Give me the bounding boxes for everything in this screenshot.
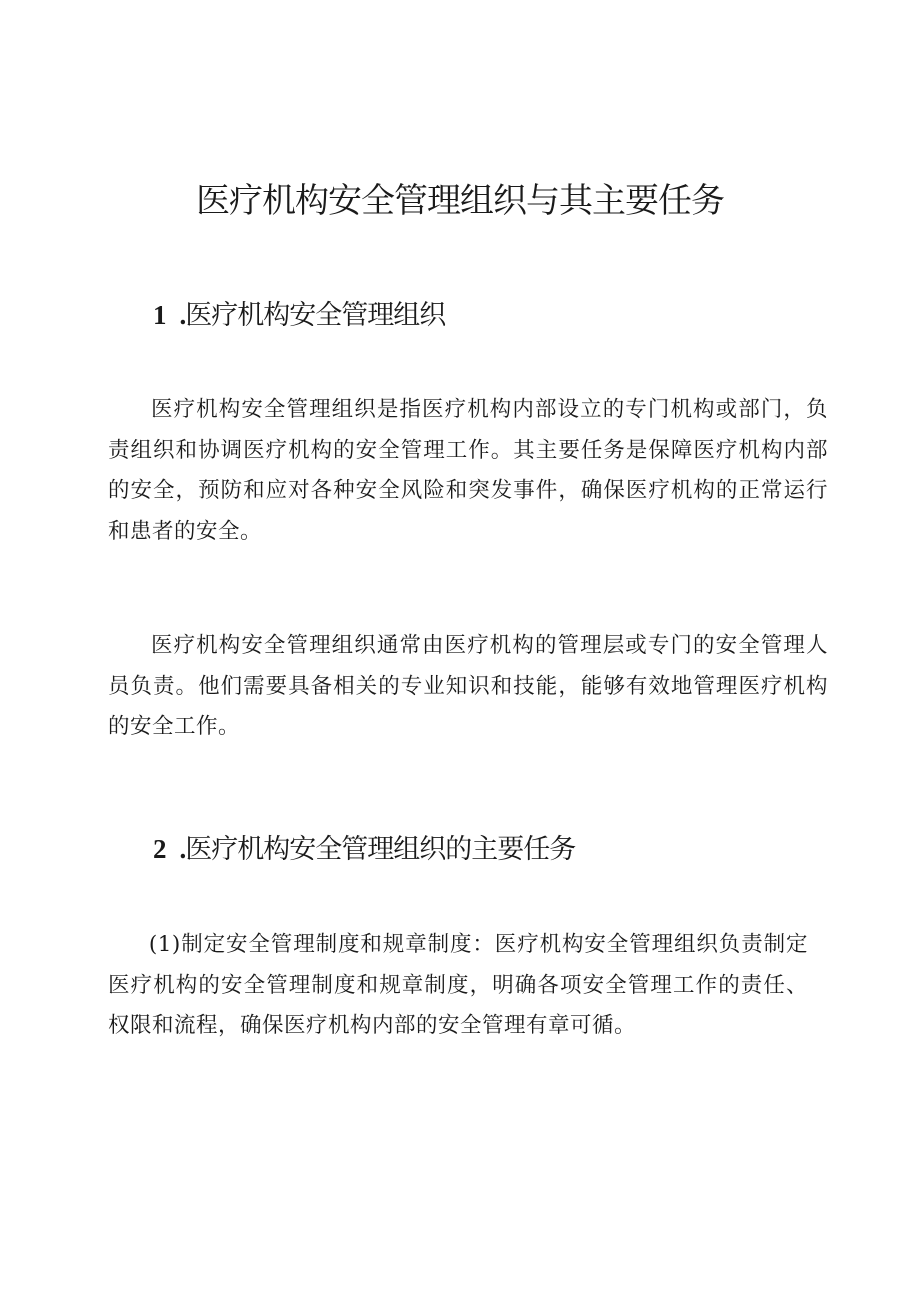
section-2-heading-text: 医疗机构安全管理组织的主要任务 [185, 834, 576, 865]
section-1-paragraph-1: 医疗机构安全管理组织是指医疗机构内部设立的专门机构或部门，负责组织和协调医疗机构的安全管理工作。其主要任务是保障医疗机构内部的安全，预防和应对各种安全风险和突发事件，确保医疗机构的正常运行和患者的安全。 [108, 397, 828, 544]
section-1-number: 1 [153, 300, 166, 330]
section-1-heading-text: 医疗机构安全管理组织 [185, 300, 446, 331]
section-1-heading [153, 295, 445, 336]
section-2-heading [153, 829, 575, 870]
section-1-paragraph-2: 医疗机构安全管理组织通常由医疗机构的管理层或专门的安全管理人员负责。他们需要具备相关的专业知识和技能，能够有效地管理医疗机构的安全工作。 [108, 633, 828, 739]
document-title: 医疗机构安全管理组织与其主要任务 [196, 181, 724, 221]
section-2-separator: . [179, 834, 186, 864]
section-1-separator: . [179, 300, 186, 330]
section-2-number: 2 [153, 834, 166, 864]
section-2-paragraph-1: (1)制定安全管理制度和规章制度：医疗机构安全管理组织负责制定医疗机构的安全管理制度和规章制度，明确各项安全管理工作的责任、权限和流程，确保医疗机构内部的安全管理有章可循。 [108, 932, 808, 1038]
